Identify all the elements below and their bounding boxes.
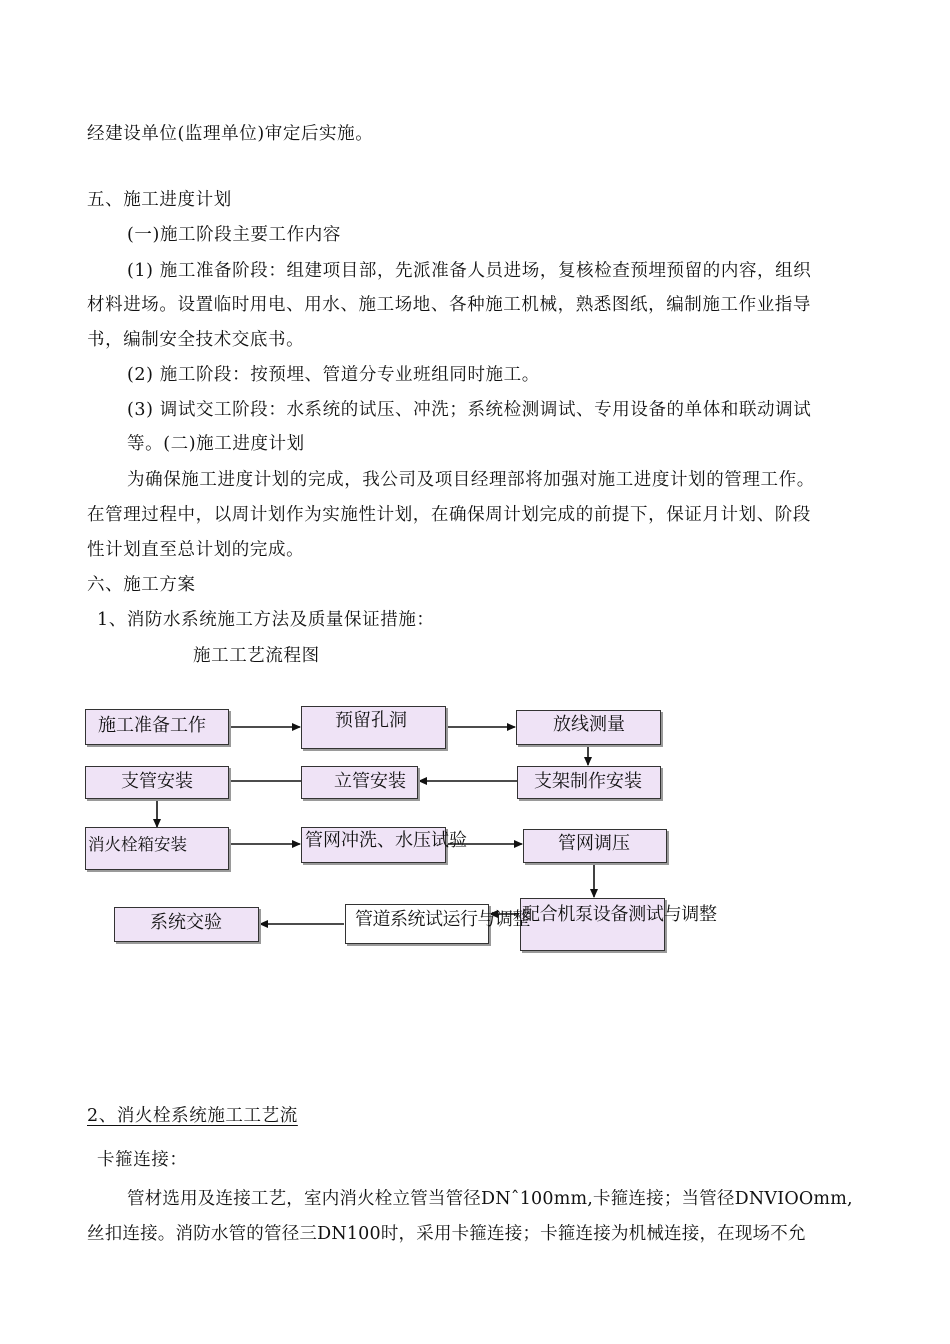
clamp-paragraph-line-2: 丝扣连接。消防水管的管径三DN100时，采用卡箍连接；卡箍连接为机械连接，在现场不允 bbox=[87, 1224, 806, 1244]
flow-box-reserve-holes-label: 预留孔洞 bbox=[335, 710, 407, 731]
flow-box-system-accept-label: 系统交验 bbox=[150, 912, 222, 933]
section-5-item-3-line-1: (3) 调试交工阶段：水系统的试压、冲洗；系统检测调试、专用设备的单体和联动调试 bbox=[127, 400, 812, 420]
section-5-item-1-line-2: 材料进场。设置临时用电、用水、施工场地、各种施工机械，熟悉图纸，编制施工作业指导 bbox=[87, 295, 811, 315]
section-5-item-1-line-1: (1) 施工准备阶段：组建项目部，先派准备人员进场，复核检查预埋预留的内容，组织 bbox=[127, 261, 812, 281]
section-6-item-2: 2、消火栓系统施工工艺流 bbox=[87, 1106, 298, 1126]
flow-box-flush-pressure-label: 管网冲洗、水压试验 bbox=[305, 830, 467, 851]
flow-box-branch-install-label: 支管安装 bbox=[121, 771, 193, 792]
section-5-item-2: (2) 施工阶段：按预埋、管道分专业班组同时施工。 bbox=[127, 365, 540, 385]
section-5-paragraph-line-1: 为确保施工进度计划的完成，我公司及项目经理部将加强对施工进度计划的管理工作。 bbox=[127, 470, 815, 490]
flow-box-pump-test-label: 配合机泵设备测试与调整 bbox=[522, 904, 717, 925]
section-5-subtitle-1: (一)施工阶段主要工作内容 bbox=[127, 225, 341, 245]
section-5-paragraph-line-3: 性计划直至总计划的完成。 bbox=[87, 540, 305, 560]
flow-box-system-accept bbox=[114, 907, 259, 942]
flow-box-support-install bbox=[517, 766, 661, 799]
section-5-paragraph-line-2: 在管理过程中，以周计划作为实施性计划，在确保周计划完成的前提下，保证月计划、阶段 bbox=[87, 505, 811, 525]
clamp-paragraph-line-1: 管材选用及连接工艺，室内消火栓立管当管径DNˆ100mm,卡箍连接；当管径DNVIOOmm, bbox=[127, 1189, 853, 1209]
section-5-item-1-line-3: 书，编制安全技术交底书。 bbox=[87, 330, 305, 350]
flow-box-prep bbox=[85, 709, 229, 745]
flow-box-hydrant-box bbox=[85, 827, 229, 870]
flow-box-pipe-adjust-label: 管网调压 bbox=[558, 833, 630, 854]
clamp-connection-title: 卡箍连接： bbox=[97, 1150, 188, 1170]
flow-box-trial-run bbox=[345, 904, 530, 944]
section-6-item-1: 1、消防水系统施工方法及质量保证措施： bbox=[97, 610, 435, 630]
section-5-title: 五、施工进度计划 bbox=[87, 190, 232, 210]
flow-box-riser-install-label: 立管安装 bbox=[334, 771, 406, 792]
paragraph-approval: 经建设单位(监理单位)审定后实施。 bbox=[87, 124, 374, 144]
flow-box-pump-test bbox=[520, 898, 717, 951]
flow-box-flush-pressure bbox=[301, 827, 467, 863]
flow-box-branch-install bbox=[85, 766, 229, 799]
flow-box-layout-survey bbox=[516, 710, 661, 745]
flowchart-title: 施工工艺流程图 bbox=[193, 646, 320, 666]
flow-box-pipe-adjust bbox=[523, 829, 667, 863]
flow-box-hydrant-box-label: 消火栓箱安装 bbox=[88, 835, 187, 854]
flow-box-layout-survey-label: 放线测量 bbox=[553, 714, 625, 735]
flow-box-trial-run-label: 管道系统试运行与调整 bbox=[355, 909, 530, 930]
flow-box-reserve-holes bbox=[301, 706, 446, 749]
flow-box-support-install-label: 支架制作安装 bbox=[534, 771, 642, 792]
flow-box-prep-label: 施工准备工作 bbox=[98, 715, 206, 736]
section-6-title: 六、施工方案 bbox=[87, 575, 196, 595]
flow-box-riser-install bbox=[301, 766, 418, 799]
section-5-item-3-line-2: 等。(二)施工进度计划 bbox=[127, 434, 305, 454]
